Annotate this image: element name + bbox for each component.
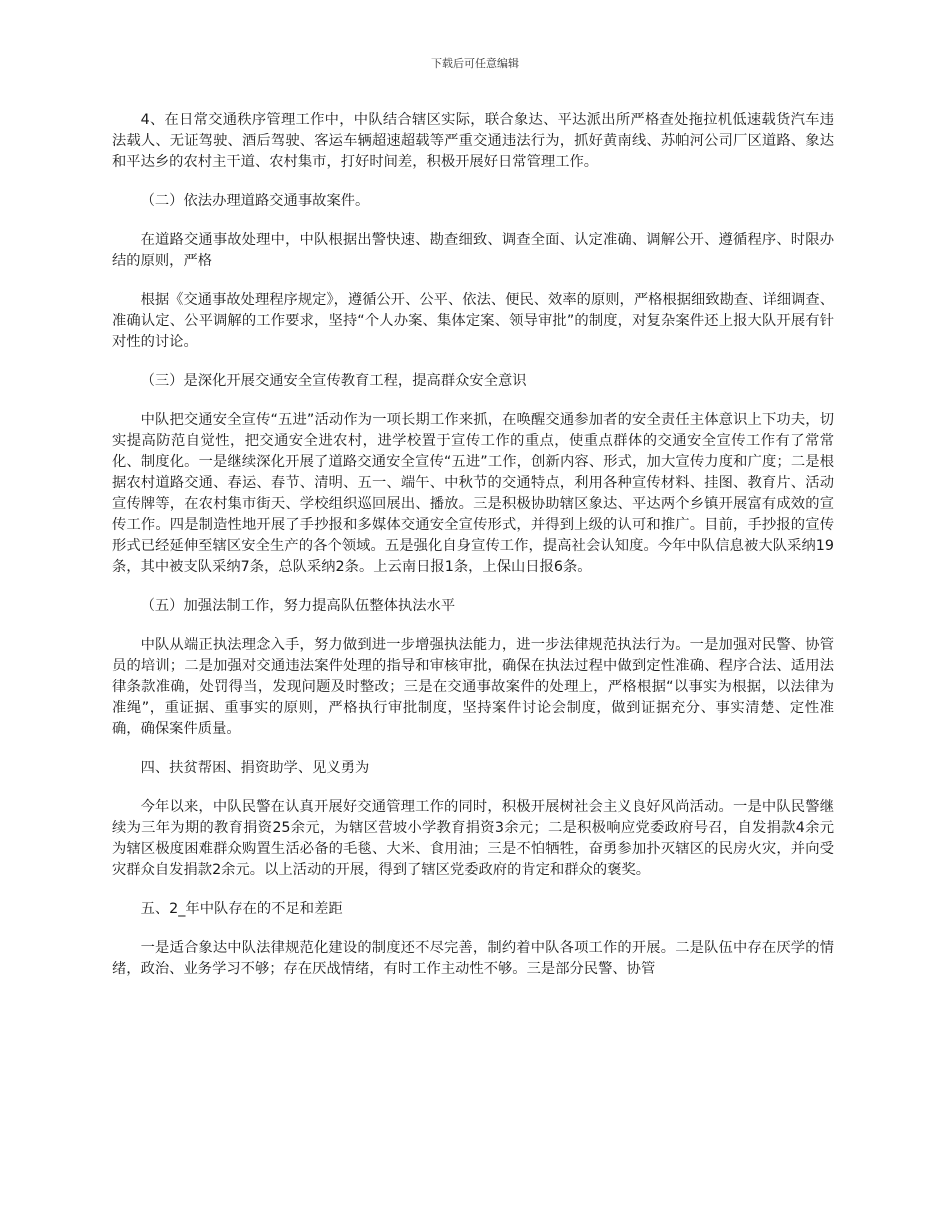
paragraph-law-enforcement: 中队从端正执法理念入手，努力做到进一步增强执法能力，进一步法律规范执法行为。一是加强对民警、协管员的培训；二是加强对交通违法案件处理的指导和审核审批，确保在执法过程中做到定性准确、程序合法、适用法律条款准确，处罚得当，发现问题及时整改；三是在交通事故案件的处理上，严格根据“以事实为根据，以法律为准绳”，重证据、重事实的原则，严格执行审批制度，坚持案件讨论会制度，做到证据充分、事实清楚、定性准确，确保案件质量。 (112, 637, 834, 737)
document-body (112, 110, 834, 998)
section-heading-shortcomings: 五、2_年中队存在的不足和差距 (140, 901, 343, 917)
page-header-note: 下载后可任意编辑 (431, 57, 519, 70)
paragraph-accident-procedure-rules: 根据《交通事故处理程序规定》，遵循公开、公平、依法、便民、效率的原则，严格根据细致勘查、详细调查、准确认定、公平调解的工作要求，坚持“个人办案、集体定案、领导审批”的制度，对复杂案件还上报大队开展有针对性的讨论。 (112, 292, 834, 350)
section-heading-accident-cases: （二）依法办理道路交通事故案件。 (140, 193, 370, 209)
paragraph-daily-traffic-management: 4、在日常交通秩序管理工作中，中队结合辖区实际，联合象达、平达派出所严格查处拖拉机低速载货汽车违法载人、无证驾驶、酒后驾驶、客运车辆超速超载等严重交通违法行为，抓好黄南线、苏帕河公司厂区道路、象达和平达乡的农村主干道、农村集市，打好时间差，积极开展好日常管理工作。 (112, 112, 834, 170)
section-heading-poverty-relief: 四、扶贫帮困、捐资助学、见义勇为 (140, 760, 370, 776)
paragraph-shortcomings-detail: 一是适合象达中队法律规范化建设的制度还不尽完善，制约着中队各项工作的开展。二是队伍中存在厌学的情绪，政治、业务学习不够；存在厌战情绪，有时工作主动性不够。三是部分民警、协管 (112, 940, 834, 977)
paragraph-five-entries-campaign: 中队把交通安全宣传“五进”活动作为一项长期工作来抓，在唤醒交通参加者的安全责任主体意识上下功夫，切实提高防范自觉性，把交通安全进农村，进学校置于宣传工作的重点，使重点群体的交通安全宣传工作有了常常化、制度化。一是继续深化开展了道路交通安全宣传“五进”工作，创新内容、形式，加大宣传力度和广度；二是根据农村道路交通、春运、春节、清明、五一、端午、中秋节的交通特点，利用各种宣传材料、挂图、教育片、活动宣传牌等，在农村集市街天、学校组织巡回展出、播放。三是积极协助辖区象达、平达两个乡镇开展富有成效的宣传工作。四是制造性地开展了手抄报和多媒体交通安全宣传形式，并得到上级的认可和推广。目前，手抄报的宣传形式已经延伸至辖区安全生产的各个领域。五是强化自身宣传工作，提高社会认知度。今年中队信息被大队采纳19条，其中被支队采纳7条，总队采纳2条。上云南日报1条，上保山日报6条。 (112, 412, 834, 575)
section-heading-safety-publicity: （三）是深化开展交通安全宣传教育工程，提高群众安全意识 (140, 373, 527, 389)
section-heading-legal-work: （五）加强法制工作，努力提高队伍整体执法水平 (140, 598, 456, 614)
paragraph-accident-handling-principles: 在道路交通事故处理中，中队根据出警快速、勘查细致、调查全面、认定准确、调解公开、遵循程序、时限办结的原则，严格 (112, 232, 834, 269)
paragraph-donations-activities: 今年以来，中队民警在认真开展好交通管理工作的同时，积极开展树社会主义良好风尚活动。一是中队民警继续为三年为期的教育捐资25余元，为辖区营坡小学教育捐资3余元；二是积极响应党委政府号召，自发捐款4余元为辖区极度困难群众购置生活必备的毛毯、大米、食用油；三是不怕牺牲，奋勇参加扑灭辖区的民房火灾，并向受灾群众自发捐款2余元。以上活动的开展，得到了辖区党委政府的肯定和群众的褒奖。 (112, 799, 834, 878)
